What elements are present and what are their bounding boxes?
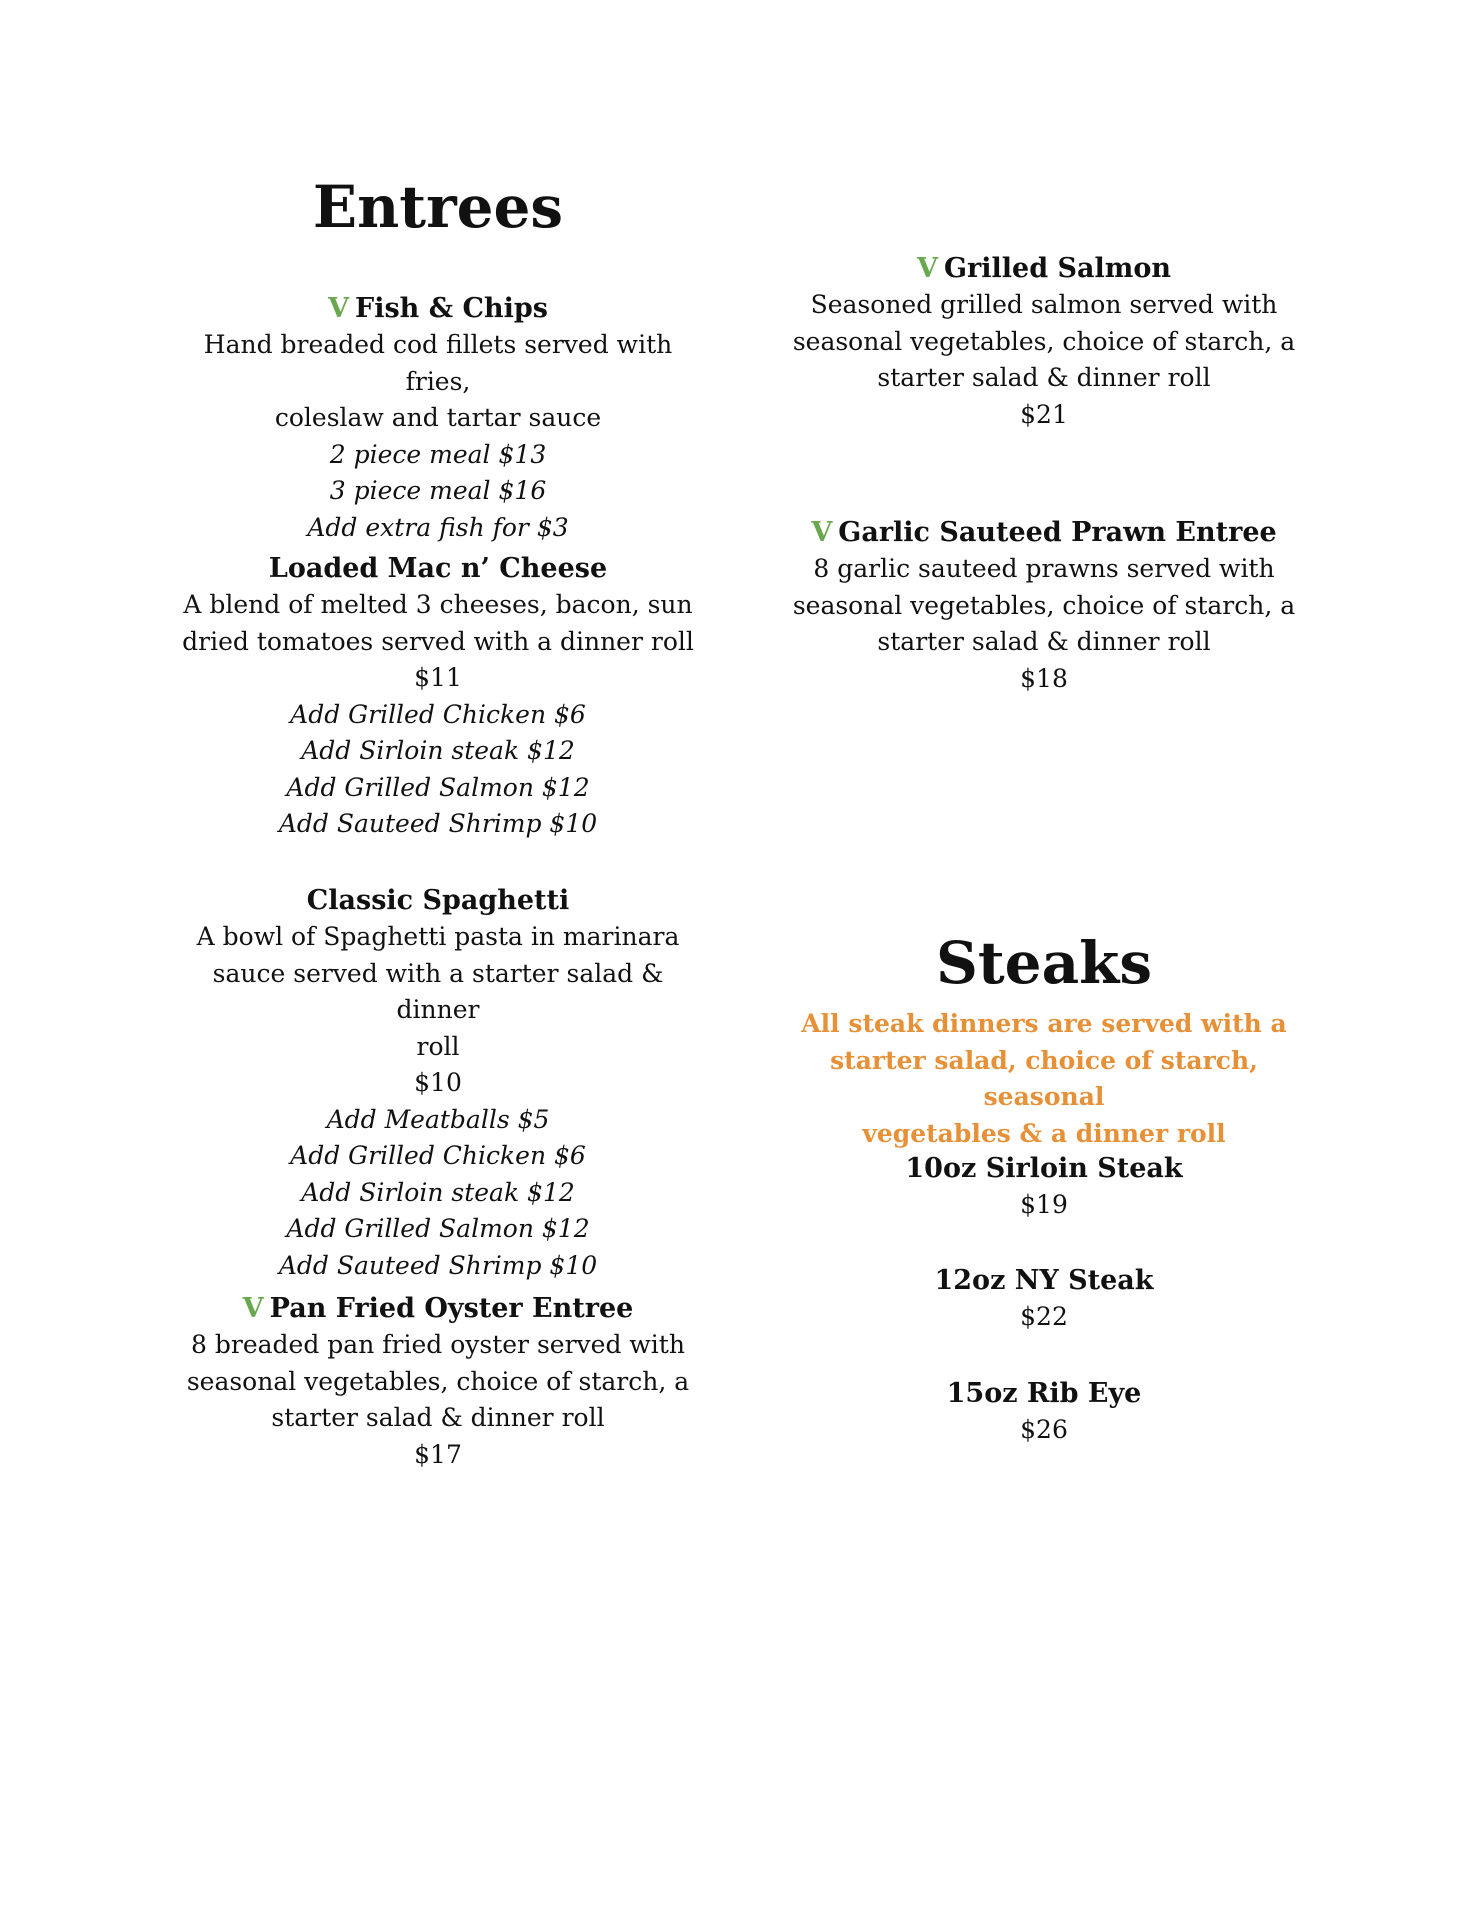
item-name-row [168, 290, 708, 327]
item-description-line: roll [416, 1031, 460, 1061]
item-description-line: 8 garlic sauteed prawns served with [813, 554, 1275, 583]
veg-mark-icon: V [811, 517, 833, 548]
steaks-note-line: starter salad, choice of starch, seasonal [830, 1045, 1258, 1111]
menu-item-sirloin-steak [774, 1150, 1314, 1224]
steaks-title: Steaks [936, 929, 1152, 997]
item-addon: Add Grilled Chicken $6 [290, 1141, 586, 1170]
item-description-line: dried tomatoes served with a dinner roll [182, 626, 694, 656]
menu-item-oyster [168, 1290, 708, 1473]
item-option: 2 piece meal $13 [329, 439, 547, 469]
item-name: Garlic Sauteed Prawn Entree [838, 517, 1277, 548]
item-name: Loaded Mac n’ Cheese [268, 553, 608, 584]
menu-item-grilled-salmon [774, 250, 1314, 433]
item-price: $11 [414, 663, 462, 692]
item-description-line: seasonal vegetables, choice of starch, a [186, 1366, 690, 1396]
item-name: Fish & Chips [355, 293, 548, 324]
veg-mark-icon: V [917, 253, 938, 284]
item-description-line: Hand breaded cod fillets served with fries, [203, 330, 673, 396]
item-addon: Add Grilled Salmon $12 [286, 772, 590, 802]
item-price: $19 [1020, 1190, 1068, 1219]
item-addon: Add Grilled Chicken $6 [290, 699, 586, 729]
item-description-line: starter salad & dinner roll [877, 363, 1211, 392]
menu-item-mac-cheese [168, 550, 708, 843]
item-addon: Add Grilled Salmon $12 [286, 1214, 590, 1243]
item-description-line: seasonal vegetables, choice of starch, a [792, 590, 1296, 620]
item-name: Pan Fried Oyster Entree [269, 1293, 634, 1324]
item-addon: Add Sirloin steak $12 [301, 1177, 575, 1207]
menu-item-garlic-prawn [774, 514, 1314, 697]
item-description-line: coleslaw and tartar sauce [274, 403, 602, 432]
item-addon: Add Meatballs $5 [326, 1104, 550, 1134]
item-name-row [774, 250, 1314, 287]
item-price: $26 [1020, 1415, 1068, 1444]
item-description-line: starter salad & dinner roll [877, 627, 1211, 656]
entrees-title: Entrees [312, 173, 564, 241]
item-addon: Add Sauteed Shrimp $10 [278, 809, 598, 838]
item-option: 3 piece meal $16 [329, 476, 547, 505]
item-name: Classic Spaghetti [306, 885, 570, 916]
steaks-note-line: All steak dinners are served with a [801, 1009, 1287, 1038]
item-name: 12oz NY Steak [934, 1265, 1154, 1296]
steaks-section-header [774, 929, 1314, 997]
item-description-line: Seasoned grilled salmon served with [810, 290, 1278, 319]
veg-mark-icon: V [328, 293, 350, 324]
menu-item-ny-steak [774, 1262, 1314, 1336]
item-name-row [168, 1290, 708, 1327]
item-name: 15oz Rib Eye [946, 1378, 1142, 1409]
steaks-note-line: vegetables & a dinner roll [862, 1118, 1226, 1148]
item-description-line: A blend of melted 3 cheeses, bacon, sun [183, 590, 693, 619]
steaks-note [774, 1006, 1314, 1152]
item-description-line: sauce served with a starter salad & dinner [212, 958, 664, 1024]
item-description-line: A bowl of Spaghetti pasta in marinara [196, 922, 680, 951]
item-price: $21 [1020, 399, 1068, 429]
item-name-row [774, 514, 1314, 551]
item-price: $17 [414, 1439, 462, 1469]
item-price: $22 [1020, 1302, 1068, 1331]
item-price: $18 [1020, 663, 1068, 693]
veg-mark-icon: V [242, 1293, 264, 1324]
menu-item-fish-chips [168, 290, 708, 546]
menu-item-spaghetti [168, 882, 708, 1284]
item-description-line: starter salad & dinner roll [271, 1403, 605, 1432]
item-name: 10oz Sirloin Steak [905, 1153, 1183, 1184]
entrees-section-header [168, 173, 708, 241]
item-description-line: seasonal vegetables, choice of starch, a [792, 326, 1296, 356]
item-name: Grilled Salmon [943, 253, 1171, 284]
item-option: Add extra fish for $3 [307, 512, 569, 542]
menu-item-rib-eye [774, 1375, 1314, 1449]
item-addon: Add Sirloin steak $12 [301, 736, 575, 765]
item-description-line: 8 breaded pan fried oyster served with [191, 1330, 685, 1359]
item-addon: Add Sauteed Shrimp $10 [278, 1250, 598, 1280]
item-price: $10 [414, 1068, 462, 1097]
